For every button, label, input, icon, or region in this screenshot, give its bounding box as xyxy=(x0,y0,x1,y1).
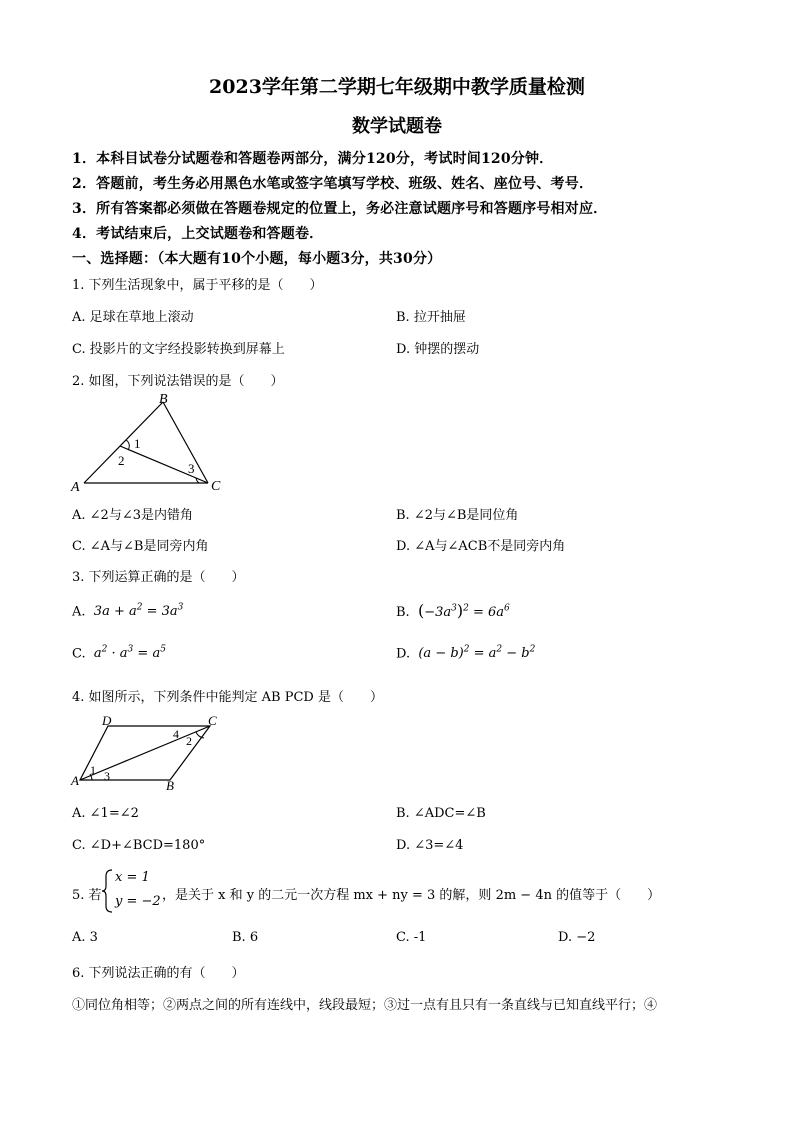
angle-2-label: 2 xyxy=(118,453,125,468)
triangle-figure xyxy=(68,392,238,496)
exam-subtitle: 数学试题卷 xyxy=(352,116,442,137)
question-1-option-c: C. 投影片的文字经投影转换到屏幕上 xyxy=(72,342,285,357)
question-3-option-d xyxy=(396,645,535,661)
option-letter: C. xyxy=(72,646,86,662)
question-3-option-c xyxy=(72,645,166,661)
system-line-2: y = −2 xyxy=(115,894,161,909)
question-1-option-b: B. 拉开抽屉 xyxy=(396,310,466,325)
instruction-2: 2．答题前，考生务必用黑色水笔或签字笔填写学校、班级、姓名、座位号、考号． xyxy=(72,176,594,192)
vertex-b-label: B xyxy=(159,392,168,407)
vertex-b-label: B xyxy=(166,778,174,793)
system-line-1: x = 1 xyxy=(115,870,150,885)
option-letter: B. xyxy=(396,605,410,620)
question-6-stem: 6. 下列说法正确的有（ ） xyxy=(72,966,245,981)
question-5-option-d: D. −2 xyxy=(558,930,596,945)
formula-b: $(-3a^3)^2 = 6a^6$ xyxy=(417,601,510,620)
question-3-option-b xyxy=(396,601,510,620)
angle-3-label: 3 xyxy=(188,461,195,476)
instruction-4: 4．考试结束后，上交试题卷和答题卷． xyxy=(72,226,324,242)
question-5-option-c: C. -1 xyxy=(396,930,427,945)
formula-d: $(a - b)^2 = a^2 - b^2$ xyxy=(418,645,536,662)
angle-1-label: 1 xyxy=(134,436,141,451)
vertex-a-label: A xyxy=(71,773,79,788)
question-2-option-b: B. ∠2与∠B是同位角 xyxy=(396,508,519,523)
instruction-1: 1．本科目试卷分试题卷和答题卷两部分，满分120分，考试时间120分钟． xyxy=(72,151,554,167)
instruction-3: 3．所有答案都必须做在答题卷规定的位置上，务必注意试题序号和答题序号相对应． xyxy=(72,201,608,217)
vertex-a-label: A xyxy=(71,480,80,495)
question-4-option-c: C. ∠D+∠BCD=180° xyxy=(72,838,206,853)
question-4-option-b: B. ∠ADC=∠B xyxy=(396,806,486,821)
angle-2-label: 2 xyxy=(186,734,192,748)
question-4-stem: 4. 如图所示，下列条件中能判定 AB PCD 是（ ） xyxy=(72,690,383,705)
question-2-stem: 2. 如图，下列说法错误的是（ ） xyxy=(72,374,284,389)
formula-a: $3a + a^2 = 3a^3$ xyxy=(93,603,184,620)
formula-c: $a^2 \cdot a^3 = a^5$ xyxy=(93,645,166,662)
question-1-stem: 1. 下列生活现象中，属于平移的是（ ） xyxy=(72,278,323,293)
option-letter: A. xyxy=(72,604,86,620)
option-letter: D. xyxy=(396,646,411,662)
question-5-stem: ，是关于 x 和 y 的二元一次方程 mx + ny = 3 的解，则 2m − 4n 的值等于（ ） xyxy=(162,888,661,903)
angle-3-label: 3 xyxy=(104,769,110,783)
question-5-option-b: B. 6 xyxy=(232,930,259,945)
question-2-option-d: D. ∠A与∠ACB不是同旁内角 xyxy=(396,539,566,554)
parallelogram-figure xyxy=(68,714,228,794)
question-5-prefix: 5. 若 xyxy=(72,888,102,903)
question-3-option-a xyxy=(72,603,183,619)
vertex-c-label: C xyxy=(211,479,221,494)
angle-4-label: 4 xyxy=(173,727,179,741)
question-4-option-a: A. ∠1=∠2 xyxy=(72,806,139,821)
question-5-option-a: A. 3 xyxy=(72,930,98,945)
question-1-option-a: A. 足球在草地上滚动 xyxy=(72,310,194,325)
vertex-c-label: C xyxy=(208,714,217,728)
angle-1-label: 1 xyxy=(90,763,96,777)
question-2-option-c: C. ∠A与∠B是同旁内角 xyxy=(72,539,209,554)
section-heading: 一、选择题：（本大题有10个小题，每小题3分，共30分） xyxy=(72,251,442,267)
vertex-d-label: D xyxy=(102,714,112,728)
question-6-statements: ①同位角相等；②两点之间的所有连线中，线段最短；③过一点有且只有一条直线与已知直线平行；④ xyxy=(72,998,658,1013)
question-4-option-d: D. ∠3=∠4 xyxy=(396,838,464,853)
question-1-option-d: D. 钟摆的摆动 xyxy=(396,342,480,357)
brace-icon xyxy=(100,868,114,914)
exam-title: 2023学年第二学期七年级期中教学质量检测 xyxy=(209,76,585,98)
question-2-option-a: A. ∠2与∠3是内错角 xyxy=(72,508,193,523)
question-3-stem: 3. 下列运算正确的是（ ） xyxy=(72,570,245,585)
